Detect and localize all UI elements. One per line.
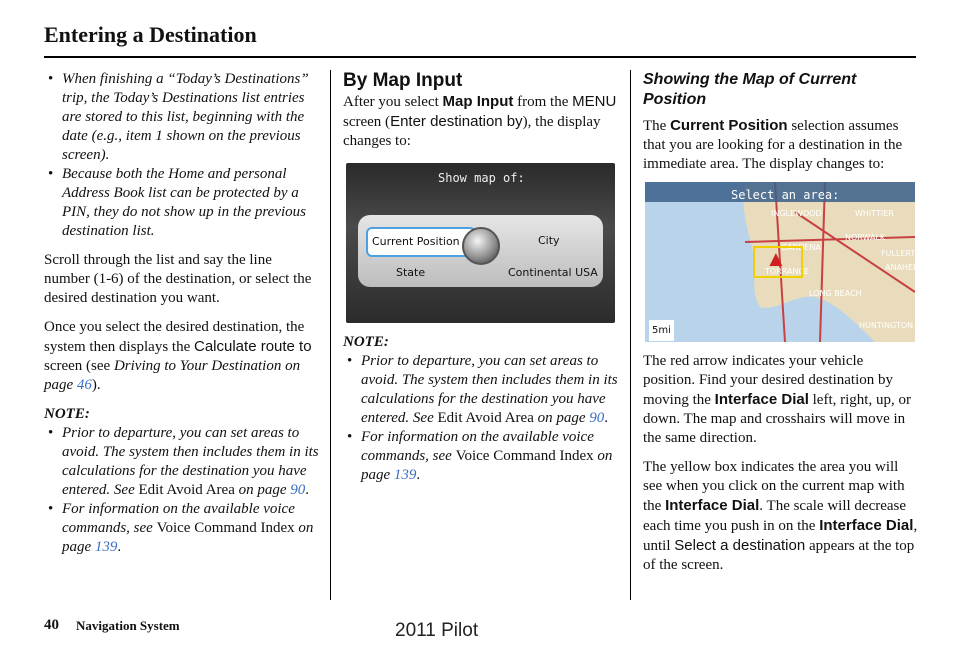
text: . The scale will decrease each time you push in on the bbox=[643, 498, 907, 534]
control-name: Interface Dial bbox=[714, 391, 809, 408]
map-screenshot bbox=[645, 182, 915, 342]
text: ). bbox=[91, 377, 101, 393]
reference: Driving to Your Destination bbox=[113, 358, 282, 374]
list-item bbox=[343, 352, 618, 428]
menu-panel bbox=[358, 215, 603, 287]
text: After you select bbox=[343, 94, 443, 110]
menu-item-name: Current Position bbox=[670, 117, 788, 134]
show-map-screenshot bbox=[346, 163, 615, 323]
reference: Voice Command Index bbox=[455, 448, 594, 464]
menu-option-city[interactable]: City bbox=[538, 234, 560, 247]
text: on page bbox=[62, 520, 314, 555]
column-3 bbox=[643, 70, 918, 575]
map-scale: 5mi bbox=[649, 320, 674, 341]
list-item bbox=[44, 500, 319, 557]
page-link[interactable]: 139 bbox=[393, 467, 417, 483]
map-label: INGLEWOOD bbox=[771, 209, 822, 218]
text: Once you select the desired destination, the system then displays the bbox=[44, 319, 305, 355]
page-link[interactable]: 46 bbox=[76, 377, 92, 393]
text: The bbox=[643, 118, 671, 134]
text: from the bbox=[513, 94, 573, 110]
bullet-list bbox=[44, 70, 319, 241]
screen-name: Calculate route to bbox=[194, 338, 312, 355]
map-label: LONG BEACH bbox=[809, 289, 862, 298]
paragraph bbox=[44, 318, 319, 395]
text: on page bbox=[533, 410, 590, 426]
column-1 bbox=[44, 70, 319, 557]
list-item: • When finishing a “Today’s Destinations” trip, the Today’s Destinations list entries are stored to this list, beginning with the date (e.g., item 1 shown on the previous screen). bbox=[44, 70, 319, 165]
paragraph bbox=[643, 458, 918, 575]
text: ), the display changes to: bbox=[343, 114, 601, 149]
screen-title: Show map of: bbox=[438, 171, 525, 185]
text: Prior to departure, you can set areas to avoid. The system then includes them in its calculations for the destination you have entered. See bbox=[361, 353, 618, 426]
paragraph: Scroll through the list and say the line number (1-6) of the destination, or select the desired destination you want. bbox=[44, 252, 312, 306]
menu-item-name: Map Input bbox=[442, 93, 514, 110]
control-name: Interface Dial bbox=[819, 517, 914, 534]
column-divider bbox=[330, 70, 331, 600]
header-rule bbox=[44, 56, 916, 58]
page-link[interactable]: 90 bbox=[589, 410, 605, 426]
text: on page bbox=[361, 448, 613, 483]
text: screen (see bbox=[44, 358, 114, 374]
map-label: GARDENA bbox=[781, 243, 821, 252]
page-title: Entering a Destination bbox=[44, 22, 257, 47]
text: appears at the top of the screen. bbox=[643, 538, 915, 573]
screen-name: Enter destination by bbox=[390, 113, 523, 130]
menu-option-current-position[interactable]: Current Position bbox=[366, 227, 476, 257]
control-name: Interface Dial bbox=[665, 497, 760, 514]
text: screen ( bbox=[343, 114, 391, 130]
menu-option-state[interactable]: State bbox=[396, 266, 426, 279]
paragraph bbox=[643, 352, 918, 448]
note-label: NOTE: bbox=[343, 334, 389, 350]
note-label: NOTE: bbox=[44, 406, 90, 422]
map-label: NORWALK bbox=[845, 233, 886, 242]
footer-title: Navigation System bbox=[76, 618, 180, 633]
text: . bbox=[305, 482, 310, 498]
page-link[interactable]: 90 bbox=[290, 482, 306, 498]
list-item bbox=[44, 424, 319, 500]
text: left, right, up, or down. The map and crosshairs will move in the same direction. bbox=[643, 392, 911, 446]
text: on page bbox=[44, 358, 301, 393]
text: on page bbox=[234, 482, 291, 498]
text: . bbox=[604, 410, 609, 426]
section-heading: By Map Input bbox=[343, 70, 463, 91]
text: For information on the available voice commands, see bbox=[62, 501, 295, 536]
text: . bbox=[416, 467, 421, 483]
map-label: TORRANCE bbox=[765, 267, 810, 276]
text: The red arrow indicates your vehicle position. Find your desired destination by moving the bbox=[643, 353, 893, 408]
list-item bbox=[343, 428, 618, 485]
screen-name: MENU bbox=[572, 93, 617, 110]
map-label: ANAHEI bbox=[885, 263, 915, 272]
page-link[interactable]: 139 bbox=[94, 539, 118, 555]
vehicle-position-arrow-icon: ▲ bbox=[765, 246, 787, 271]
text: For information on the available voice commands, see bbox=[361, 429, 594, 464]
menu-option-continental-usa[interactable]: Continental USA bbox=[508, 266, 598, 279]
text: Prior to departure, you can set areas to avoid. The system then includes them in its calculations for the destination you have entered. See bbox=[62, 425, 319, 498]
text: The yellow box indicates the area you will see when you click on the current map with the bbox=[643, 459, 905, 514]
list-item: • Because both the Home and personal Address Book list can be protected by a PIN, they do not show up in the previous destination list. bbox=[44, 165, 319, 241]
screen-title: Select an area: bbox=[731, 188, 840, 202]
page-number: 40 bbox=[44, 617, 59, 633]
text: , until bbox=[643, 518, 918, 554]
note-list bbox=[343, 352, 618, 485]
reference: Edit Avoid Area bbox=[437, 410, 534, 426]
column-2 bbox=[343, 70, 618, 485]
column-divider bbox=[630, 70, 631, 600]
paragraph bbox=[643, 116, 918, 174]
note-list bbox=[44, 424, 319, 557]
reference: Voice Command Index bbox=[156, 520, 295, 536]
section-heading: Showing the Map of Current Position bbox=[643, 71, 857, 108]
interface-dial-icon bbox=[462, 227, 500, 265]
watermark: 2011 Pilot bbox=[395, 620, 479, 641]
screen-name: Select a destination bbox=[674, 537, 806, 554]
reference: Edit Avoid Area bbox=[138, 482, 235, 498]
map-label: HUNTINGTON bbox=[859, 321, 914, 330]
map-label: FULLERT bbox=[881, 249, 915, 258]
paragraph bbox=[343, 92, 618, 151]
map-label: WHITTIER bbox=[855, 209, 894, 218]
text: . bbox=[117, 539, 122, 555]
text: selection assumes that you are looking for a destination in the immediate area. The display changes to: bbox=[643, 118, 903, 172]
